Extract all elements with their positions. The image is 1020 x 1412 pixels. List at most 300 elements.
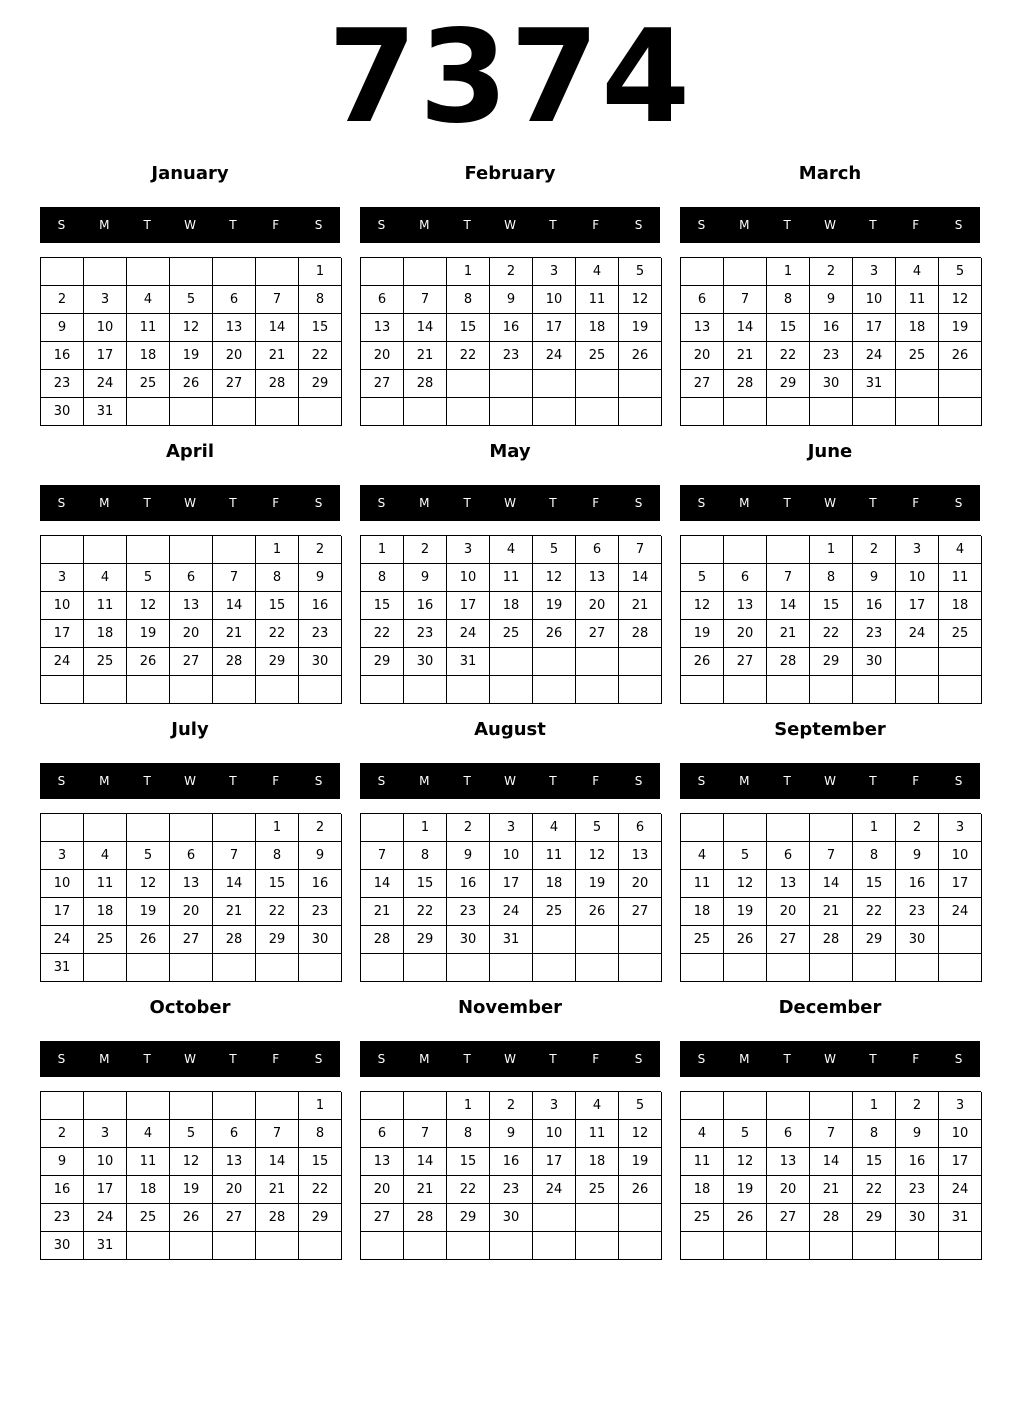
empty-day-cell xyxy=(853,954,896,982)
day-cell: 24 xyxy=(84,1204,127,1232)
day-cell: 4 xyxy=(490,536,533,564)
day-cell: 25 xyxy=(681,1204,724,1232)
empty-day-cell xyxy=(213,398,256,426)
day-cell: 23 xyxy=(41,370,84,398)
weekday-label: S xyxy=(634,774,643,788)
day-cell: 12 xyxy=(619,1120,662,1148)
day-cell: 24 xyxy=(41,926,84,954)
empty-day-cell xyxy=(213,1232,256,1260)
weekday-label: T xyxy=(783,496,791,510)
day-cell: 15 xyxy=(256,592,299,620)
day-cell: 30 xyxy=(896,1204,939,1232)
empty-day-cell xyxy=(619,398,662,426)
day-cell: 11 xyxy=(127,314,170,342)
day-cell: 18 xyxy=(84,620,127,648)
day-cell: 2 xyxy=(404,536,447,564)
day-cell: 22 xyxy=(256,898,299,926)
empty-day-cell xyxy=(170,258,213,286)
day-cell: 28 xyxy=(213,926,256,954)
day-cell: 10 xyxy=(939,842,982,870)
day-cell: 8 xyxy=(447,286,490,314)
day-cell: 3 xyxy=(490,814,533,842)
weekday-label: T xyxy=(143,1052,151,1066)
empty-day-cell xyxy=(127,1232,170,1260)
day-cell: 15 xyxy=(299,314,342,342)
empty-day-cell xyxy=(256,258,299,286)
day-cell: 29 xyxy=(256,648,299,676)
weekday-label: T xyxy=(783,774,791,788)
weekday-label: M xyxy=(419,1052,430,1066)
day-cell: 5 xyxy=(170,1120,213,1148)
day-cell: 3 xyxy=(939,814,982,842)
day-cell: 26 xyxy=(576,898,619,926)
empty-day-cell xyxy=(41,258,84,286)
day-cell: 2 xyxy=(490,258,533,286)
weekday-label: S xyxy=(314,774,323,788)
day-cell: 16 xyxy=(41,1176,84,1204)
day-cell: 15 xyxy=(447,1148,490,1176)
empty-day-cell xyxy=(127,676,170,704)
day-cell: 9 xyxy=(41,314,84,342)
day-cell: 1 xyxy=(447,258,490,286)
day-cell: 14 xyxy=(256,314,299,342)
empty-day-cell xyxy=(490,676,533,704)
day-cell: 8 xyxy=(853,1120,896,1148)
empty-day-cell xyxy=(404,258,447,286)
empty-day-cell xyxy=(939,370,982,398)
day-cell: 9 xyxy=(853,564,896,592)
day-cell: 14 xyxy=(213,592,256,620)
day-cell: 14 xyxy=(404,314,447,342)
empty-day-cell xyxy=(533,370,576,398)
day-cell: 27 xyxy=(361,1204,404,1232)
empty-day-cell xyxy=(576,926,619,954)
day-cell: 10 xyxy=(41,870,84,898)
day-cell: 31 xyxy=(84,1232,127,1260)
empty-day-cell xyxy=(490,370,533,398)
day-cell: 16 xyxy=(490,1148,533,1176)
weekday-label: W xyxy=(504,774,516,788)
day-cell: 8 xyxy=(361,564,404,592)
empty-day-cell xyxy=(810,814,853,842)
day-cell: 13 xyxy=(576,564,619,592)
day-cell: 16 xyxy=(896,870,939,898)
day-cell: 22 xyxy=(447,342,490,370)
day-cell: 22 xyxy=(810,620,853,648)
weekday-label: S xyxy=(377,1052,386,1066)
weekday-label: M xyxy=(99,496,110,510)
weekday-label: T xyxy=(463,218,471,232)
weekday-label: F xyxy=(592,496,600,510)
day-cell: 8 xyxy=(256,564,299,592)
day-cell: 8 xyxy=(853,842,896,870)
day-grid xyxy=(360,813,661,982)
empty-day-cell xyxy=(767,1232,810,1260)
day-cell: 12 xyxy=(533,564,576,592)
empty-day-cell xyxy=(213,1092,256,1120)
day-cell: 18 xyxy=(533,870,576,898)
day-cell: 23 xyxy=(490,1176,533,1204)
weekday-header xyxy=(360,763,660,799)
day-cell: 4 xyxy=(127,1120,170,1148)
day-cell: 21 xyxy=(404,342,447,370)
empty-day-cell xyxy=(576,398,619,426)
weekday-label: F xyxy=(592,774,600,788)
empty-day-cell xyxy=(361,398,404,426)
weekday-label: S xyxy=(697,1052,706,1066)
day-cell: 10 xyxy=(853,286,896,314)
empty-day-cell xyxy=(41,676,84,704)
empty-day-cell xyxy=(724,398,767,426)
empty-day-cell xyxy=(84,954,127,982)
empty-day-cell xyxy=(41,814,84,842)
empty-day-cell xyxy=(681,398,724,426)
day-cell: 16 xyxy=(810,314,853,342)
day-cell: 7 xyxy=(404,1120,447,1148)
day-cell: 9 xyxy=(810,286,853,314)
day-cell: 25 xyxy=(939,620,982,648)
weekday-label: S xyxy=(377,496,386,510)
day-cell: 12 xyxy=(127,592,170,620)
day-cell: 22 xyxy=(447,1176,490,1204)
weekday-label: T xyxy=(549,1052,557,1066)
empty-day-cell xyxy=(767,536,810,564)
empty-day-cell xyxy=(681,536,724,564)
weekday-label: T xyxy=(549,496,557,510)
empty-day-cell xyxy=(533,676,576,704)
day-cell: 6 xyxy=(213,286,256,314)
empty-day-cell xyxy=(84,676,127,704)
empty-day-cell xyxy=(213,536,256,564)
month-name: September xyxy=(774,719,886,740)
day-cell: 13 xyxy=(619,842,662,870)
day-cell: 5 xyxy=(127,842,170,870)
day-cell: 7 xyxy=(767,564,810,592)
day-cell: 10 xyxy=(533,1120,576,1148)
day-cell: 8 xyxy=(447,1120,490,1148)
weekday-label: F xyxy=(272,496,280,510)
empty-day-cell xyxy=(853,398,896,426)
day-cell: 1 xyxy=(767,258,810,286)
day-cell: 31 xyxy=(939,1204,982,1232)
day-cell: 25 xyxy=(127,1204,170,1232)
day-cell: 24 xyxy=(853,342,896,370)
day-cell: 17 xyxy=(853,314,896,342)
day-cell: 11 xyxy=(681,1148,724,1176)
empty-day-cell xyxy=(896,370,939,398)
day-cell: 6 xyxy=(170,842,213,870)
day-cell: 1 xyxy=(853,814,896,842)
empty-day-cell xyxy=(619,926,662,954)
day-cell: 13 xyxy=(361,1148,404,1176)
empty-day-cell xyxy=(361,258,404,286)
day-cell: 18 xyxy=(896,314,939,342)
weekday-label: T xyxy=(549,774,557,788)
weekday-label: M xyxy=(739,218,750,232)
day-cell: 25 xyxy=(576,342,619,370)
day-cell: 26 xyxy=(724,926,767,954)
day-cell: 17 xyxy=(84,342,127,370)
weekday-label: M xyxy=(739,496,750,510)
day-cell: 5 xyxy=(533,536,576,564)
day-cell: 30 xyxy=(810,370,853,398)
day-cell: 28 xyxy=(213,648,256,676)
empty-day-cell xyxy=(299,676,342,704)
day-cell: 3 xyxy=(939,1092,982,1120)
day-cell: 1 xyxy=(853,1092,896,1120)
day-cell: 27 xyxy=(213,1204,256,1232)
day-cell: 15 xyxy=(361,592,404,620)
day-cell: 11 xyxy=(939,564,982,592)
empty-day-cell xyxy=(170,814,213,842)
day-cell: 2 xyxy=(41,286,84,314)
weekday-label: M xyxy=(739,774,750,788)
day-cell: 14 xyxy=(213,870,256,898)
empty-day-cell xyxy=(41,1092,84,1120)
empty-day-cell xyxy=(533,926,576,954)
day-cell: 14 xyxy=(724,314,767,342)
day-cell: 27 xyxy=(170,648,213,676)
day-cell: 17 xyxy=(533,1148,576,1176)
month-name: December xyxy=(778,997,882,1018)
day-grid xyxy=(40,257,341,426)
weekday-label: W xyxy=(824,218,836,232)
day-cell: 6 xyxy=(724,564,767,592)
day-cell: 30 xyxy=(490,1204,533,1232)
weekday-label: T xyxy=(869,1052,877,1066)
empty-day-cell xyxy=(170,536,213,564)
weekday-label: F xyxy=(592,218,600,232)
empty-day-cell xyxy=(939,676,982,704)
empty-day-cell xyxy=(724,258,767,286)
day-cell: 28 xyxy=(404,1204,447,1232)
day-cell: 23 xyxy=(896,898,939,926)
day-cell: 17 xyxy=(41,620,84,648)
day-cell: 31 xyxy=(447,648,490,676)
empty-day-cell xyxy=(213,954,256,982)
empty-day-cell xyxy=(213,258,256,286)
weekday-label: W xyxy=(184,774,196,788)
empty-day-cell xyxy=(853,1232,896,1260)
empty-day-cell xyxy=(810,954,853,982)
day-cell: 28 xyxy=(810,926,853,954)
empty-day-cell xyxy=(404,1092,447,1120)
weekday-label: M xyxy=(99,218,110,232)
day-cell: 24 xyxy=(84,370,127,398)
empty-day-cell xyxy=(256,954,299,982)
day-cell: 16 xyxy=(299,592,342,620)
day-cell: 20 xyxy=(170,620,213,648)
day-cell: 4 xyxy=(896,258,939,286)
empty-day-cell xyxy=(490,1232,533,1260)
day-cell: 15 xyxy=(256,870,299,898)
day-cell: 22 xyxy=(361,620,404,648)
day-cell: 2 xyxy=(299,536,342,564)
day-cell: 2 xyxy=(299,814,342,842)
day-cell: 4 xyxy=(681,1120,724,1148)
weekday-label: T xyxy=(143,774,151,788)
day-cell: 2 xyxy=(853,536,896,564)
day-cell: 19 xyxy=(127,898,170,926)
day-cell: 28 xyxy=(724,370,767,398)
day-cell: 26 xyxy=(170,1204,213,1232)
weekday-label: S xyxy=(57,218,66,232)
day-cell: 12 xyxy=(681,592,724,620)
weekday-label: T xyxy=(463,1052,471,1066)
empty-day-cell xyxy=(724,1092,767,1120)
empty-day-cell xyxy=(853,676,896,704)
weekday-header xyxy=(360,1041,660,1077)
empty-day-cell xyxy=(84,536,127,564)
empty-day-cell xyxy=(213,814,256,842)
day-cell: 3 xyxy=(84,286,127,314)
day-cell: 5 xyxy=(681,564,724,592)
empty-day-cell xyxy=(447,954,490,982)
empty-day-cell xyxy=(724,536,767,564)
day-cell: 17 xyxy=(447,592,490,620)
empty-day-cell xyxy=(681,1092,724,1120)
day-cell: 10 xyxy=(490,842,533,870)
empty-day-cell xyxy=(724,676,767,704)
day-cell: 3 xyxy=(447,536,490,564)
empty-day-cell xyxy=(576,1232,619,1260)
weekday-label: S xyxy=(697,496,706,510)
day-cell: 14 xyxy=(361,870,404,898)
day-cell: 8 xyxy=(404,842,447,870)
day-cell: 22 xyxy=(299,342,342,370)
weekday-header xyxy=(680,485,980,521)
day-cell: 11 xyxy=(127,1148,170,1176)
empty-day-cell xyxy=(361,1092,404,1120)
day-cell: 4 xyxy=(939,536,982,564)
day-grid xyxy=(680,813,981,982)
empty-day-cell xyxy=(361,1232,404,1260)
day-cell: 27 xyxy=(619,898,662,926)
day-cell: 21 xyxy=(256,342,299,370)
day-cell: 10 xyxy=(447,564,490,592)
weekday-label: T xyxy=(229,218,237,232)
weekday-label: F xyxy=(272,218,280,232)
day-cell: 5 xyxy=(576,814,619,842)
day-cell: 7 xyxy=(810,842,853,870)
day-cell: 9 xyxy=(490,1120,533,1148)
weekday-label: S xyxy=(314,218,323,232)
day-cell: 6 xyxy=(681,286,724,314)
day-cell: 19 xyxy=(724,898,767,926)
weekday-label: W xyxy=(184,1052,196,1066)
day-grid xyxy=(360,535,661,704)
day-grid xyxy=(360,257,661,426)
day-cell: 10 xyxy=(84,1148,127,1176)
empty-day-cell xyxy=(213,676,256,704)
day-cell: 27 xyxy=(767,1204,810,1232)
day-cell: 20 xyxy=(619,870,662,898)
day-cell: 30 xyxy=(299,648,342,676)
day-cell: 26 xyxy=(619,1176,662,1204)
day-cell: 28 xyxy=(767,648,810,676)
empty-day-cell xyxy=(767,1092,810,1120)
empty-day-cell xyxy=(404,398,447,426)
day-cell: 21 xyxy=(213,898,256,926)
empty-day-cell xyxy=(170,1232,213,1260)
day-cell: 14 xyxy=(619,564,662,592)
empty-day-cell xyxy=(447,370,490,398)
empty-day-cell xyxy=(810,1232,853,1260)
month-name: June xyxy=(807,441,853,462)
empty-day-cell xyxy=(127,954,170,982)
day-cell: 19 xyxy=(576,870,619,898)
day-cell: 5 xyxy=(127,564,170,592)
month-name: August xyxy=(474,719,546,740)
day-cell: 13 xyxy=(361,314,404,342)
empty-day-cell xyxy=(170,954,213,982)
day-cell: 1 xyxy=(256,814,299,842)
day-cell: 20 xyxy=(681,342,724,370)
empty-day-cell xyxy=(724,814,767,842)
day-cell: 26 xyxy=(127,926,170,954)
day-cell: 12 xyxy=(724,1148,767,1176)
empty-day-cell xyxy=(447,676,490,704)
weekday-header xyxy=(40,207,340,243)
weekday-header xyxy=(40,485,340,521)
day-cell: 30 xyxy=(299,926,342,954)
day-cell: 1 xyxy=(299,1092,342,1120)
empty-day-cell xyxy=(361,814,404,842)
empty-day-cell xyxy=(533,648,576,676)
day-cell: 12 xyxy=(724,870,767,898)
day-cell: 20 xyxy=(576,592,619,620)
day-cell: 27 xyxy=(361,370,404,398)
day-cell: 19 xyxy=(939,314,982,342)
day-cell: 8 xyxy=(299,1120,342,1148)
day-cell: 1 xyxy=(404,814,447,842)
empty-day-cell xyxy=(170,398,213,426)
weekday-label: T xyxy=(143,218,151,232)
day-cell: 4 xyxy=(576,258,619,286)
day-cell: 5 xyxy=(939,258,982,286)
day-cell: 4 xyxy=(84,842,127,870)
day-cell: 29 xyxy=(404,926,447,954)
day-cell: 18 xyxy=(127,342,170,370)
empty-day-cell xyxy=(576,648,619,676)
day-cell: 3 xyxy=(41,564,84,592)
day-cell: 31 xyxy=(41,954,84,982)
day-cell: 7 xyxy=(724,286,767,314)
day-cell: 4 xyxy=(533,814,576,842)
day-cell: 3 xyxy=(533,258,576,286)
day-grid xyxy=(680,1091,981,1260)
empty-day-cell xyxy=(681,676,724,704)
empty-day-cell xyxy=(361,676,404,704)
day-cell: 30 xyxy=(853,648,896,676)
day-cell: 6 xyxy=(361,286,404,314)
day-cell: 8 xyxy=(299,286,342,314)
day-cell: 29 xyxy=(299,370,342,398)
day-cell: 7 xyxy=(619,536,662,564)
day-cell: 26 xyxy=(619,342,662,370)
weekday-label: M xyxy=(739,1052,750,1066)
day-cell: 25 xyxy=(681,926,724,954)
day-cell: 5 xyxy=(170,286,213,314)
day-cell: 13 xyxy=(767,1148,810,1176)
weekday-label: T xyxy=(463,496,471,510)
weekday-label: F xyxy=(912,218,920,232)
day-cell: 15 xyxy=(853,1148,896,1176)
weekday-label: W xyxy=(184,496,196,510)
day-cell: 6 xyxy=(576,536,619,564)
day-cell: 18 xyxy=(681,898,724,926)
day-cell: 25 xyxy=(84,648,127,676)
